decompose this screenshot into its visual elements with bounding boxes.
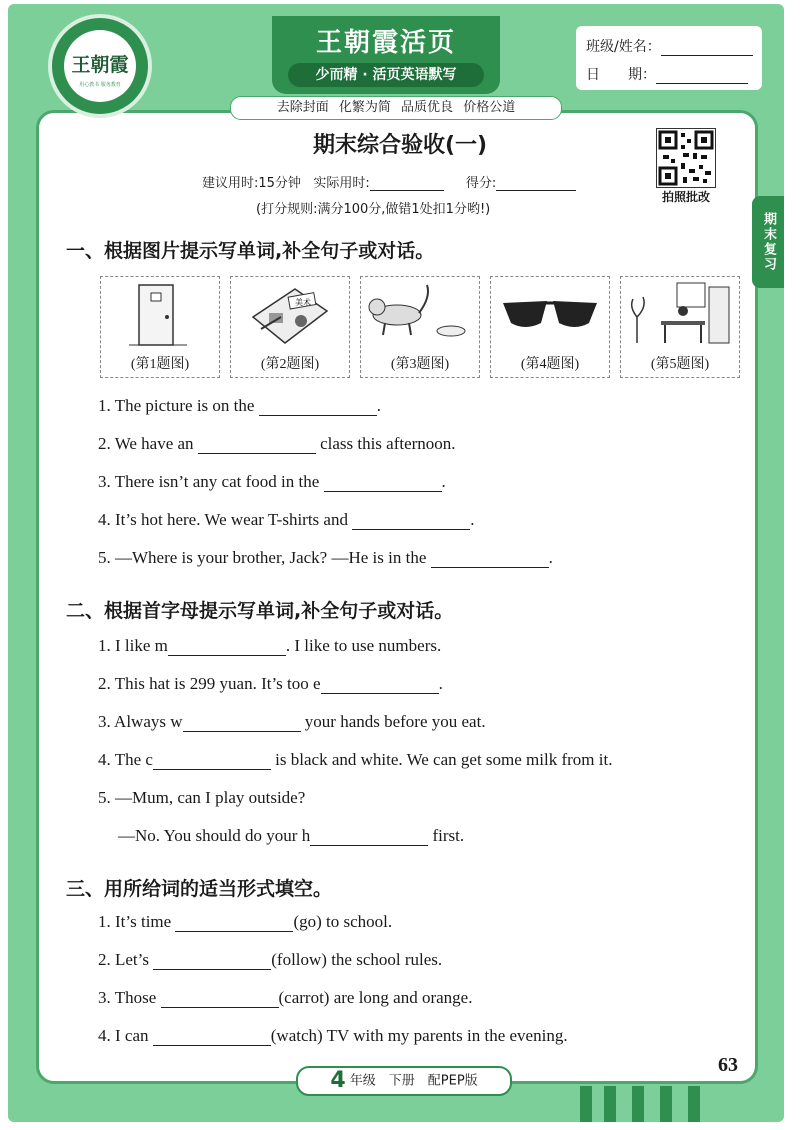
answer-blank[interactable]: [168, 639, 286, 656]
s1-question-1: 1. The picture is on the .: [98, 396, 381, 415]
answer-blank[interactable]: [175, 915, 293, 932]
decorative-bar: [604, 1086, 616, 1122]
picture-2-caption: (第2题图): [260, 357, 320, 372]
picture-3-caption: (第3题图): [390, 357, 450, 372]
cat-bowl-icon: [361, 277, 479, 355]
s3-question-3: 3. Those (carrot) are long and orange.: [98, 988, 473, 1007]
series-title: 少而精 · 活页英语默写: [288, 63, 484, 87]
answer-blank[interactable]: [324, 475, 442, 492]
picture-3: [360, 276, 480, 378]
date-label: 日 期：: [586, 67, 656, 83]
decorative-bar: [688, 1086, 700, 1122]
s3-question-1: 1. It’s time (go) to school.: [98, 912, 393, 931]
suggested-time: 建议用时:15分钟: [202, 176, 301, 191]
brand-logo: [48, 14, 152, 118]
art-supplies-icon: [231, 277, 349, 355]
answer-blank[interactable]: [153, 753, 271, 770]
answer-blank[interactable]: [431, 551, 549, 568]
answer-blank[interactable]: [352, 513, 470, 530]
s1-question-3: 3. There isn’t any cat food in the .: [98, 472, 446, 491]
answer-blank[interactable]: [259, 399, 377, 416]
s3-question-2: 2. Let’s (follow) the school rules.: [98, 950, 443, 969]
answer-blank[interactable]: [183, 715, 301, 732]
study-room-icon: [621, 277, 739, 355]
s2-question-5-reply: —No. You should do your h first.: [118, 826, 465, 845]
s1-question-5: 5. —Where is your brother, Jack? —He is in the .: [98, 548, 553, 567]
class-name-label: 班级/姓名：: [586, 39, 661, 55]
s2-question-3: 3. Always w your hands before you eat.: [98, 712, 486, 731]
slogan: 去除封面 化繁为简 品质优良 价格公道: [230, 96, 562, 120]
scoring-rule: (打分规则:满分100分,做错1处扣1分哟!): [256, 202, 491, 217]
answer-blank[interactable]: [161, 991, 279, 1008]
actual-time-label: 实际用时:: [313, 176, 370, 191]
s1-question-4: 4. It’s hot here. We wear T-shirts and .: [98, 510, 475, 529]
page-number: 63: [718, 1054, 738, 1076]
logo-tagline: 用心教书 服务教育: [79, 82, 121, 88]
class-name-field[interactable]: [661, 41, 753, 56]
answer-blank[interactable]: [321, 677, 439, 694]
s2-question-1: 1. I like m . I like to use numbers.: [98, 636, 442, 655]
picture-1-caption: (第1题图): [130, 357, 190, 372]
door-icon: [101, 277, 219, 355]
student-info-box: [576, 26, 762, 90]
brand-title: 王朝霞活页: [315, 28, 456, 58]
grade-text: 年级 下册 配PEP版: [349, 1073, 478, 1089]
picture-2: [230, 276, 350, 378]
picture-4-caption: (第4题图): [520, 357, 580, 372]
grade-number: 4: [330, 1068, 346, 1093]
s3-question-4: 4. I can (watch) TV with my parents in the evening.: [98, 1026, 568, 1045]
score-field[interactable]: [496, 178, 576, 191]
decorative-bar: [632, 1086, 644, 1122]
timing-row: [202, 172, 576, 191]
page-title: 期末综合验收(一): [312, 133, 488, 158]
answer-blank[interactable]: [153, 953, 271, 970]
answer-blank[interactable]: [310, 829, 428, 846]
book-label: 美术: [295, 298, 311, 307]
brand-banner: [272, 16, 500, 94]
picture-1: [100, 276, 220, 378]
section-2-heading: 二、根据首字母提示写单词,补全句子或对话。: [66, 600, 454, 622]
score-label: 得分:: [465, 176, 497, 191]
answer-blank[interactable]: [198, 437, 316, 454]
decorative-bar: [580, 1086, 592, 1122]
picture-4: [490, 276, 610, 378]
answer-blank[interactable]: [153, 1029, 271, 1046]
date-field[interactable]: [656, 69, 748, 84]
side-tab: 期末复习: [752, 196, 784, 288]
s2-question-5: 5. —Mum, can I play outside?: [98, 788, 306, 807]
s2-question-2: 2. This hat is 299 yuan. It’s too e .: [98, 674, 443, 693]
decorative-bar: [660, 1086, 672, 1122]
picture-5: [620, 276, 740, 378]
section-1-heading: 一、根据图片提示写单词,补全句子或对话。: [66, 240, 435, 262]
sunglasses-icon: [491, 277, 609, 355]
qr-label: 拍照批改: [661, 190, 710, 204]
logo-name: 王朝霞: [71, 55, 129, 76]
s2-question-4: 4. The c is black and white. We can get some milk from it.: [98, 750, 613, 769]
picture-5-caption: (第5题图): [650, 357, 710, 372]
section-3-heading: 三、用所给词的适当形式填空。: [66, 878, 333, 900]
actual-time-field[interactable]: [370, 178, 444, 191]
s1-question-2: 2. We have an class this afternoon.: [98, 434, 456, 453]
grade-footer: [296, 1066, 512, 1096]
